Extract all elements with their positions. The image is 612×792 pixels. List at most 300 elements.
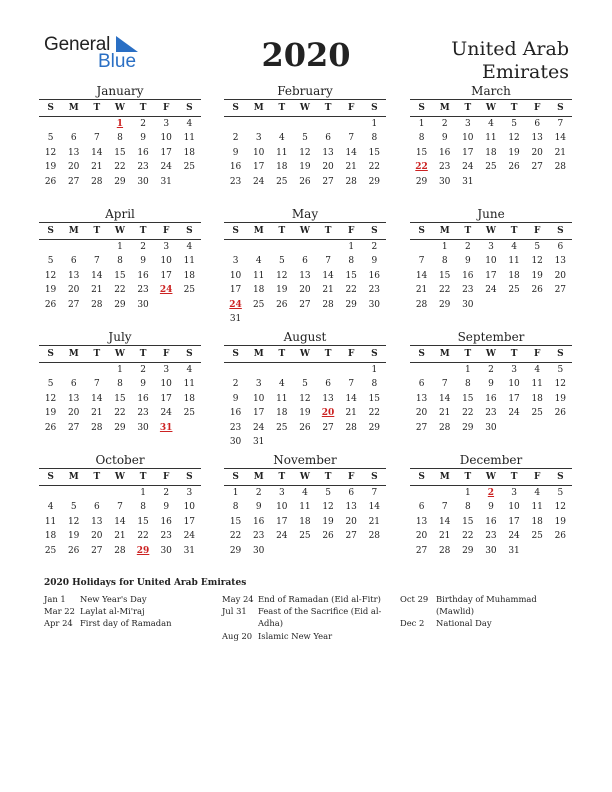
- day-cell: 17: [229, 285, 242, 296]
- holiday-name: First day of Ramadan: [80, 618, 172, 629]
- day-cell: [317, 240, 340, 254]
- holiday-name: Feast of the Sacrifice (Eid al-Adha): [258, 606, 382, 629]
- day-cell: 16: [485, 516, 497, 527]
- week-row: [39, 269, 201, 283]
- weekday-label: F: [347, 472, 355, 482]
- day-cell: 12: [322, 502, 334, 513]
- day-cell: [270, 240, 293, 254]
- day-cell: 13: [322, 147, 334, 158]
- week-row: [224, 544, 386, 558]
- day-cell: 3: [186, 488, 193, 498]
- day-cell: 18: [299, 516, 311, 527]
- day-cell: 14: [91, 270, 103, 281]
- day-cell: 20: [554, 270, 567, 281]
- day-cell: 15: [462, 393, 474, 404]
- week-row: [224, 240, 386, 254]
- day-cell: 11: [531, 379, 543, 390]
- weekday-label: F: [347, 226, 355, 236]
- day-cell: [85, 117, 108, 131]
- day-cell: 28: [438, 422, 451, 433]
- day-cell: 4: [488, 119, 494, 129]
- day-cell: 28: [91, 176, 103, 187]
- weekday-label: T: [93, 226, 101, 236]
- weekday-label: T: [93, 472, 101, 482]
- day-cell: [224, 363, 247, 377]
- day-cell: 15: [368, 147, 381, 158]
- day-cell: 25: [44, 545, 57, 556]
- day-cell: [85, 486, 108, 500]
- day-cell: 8: [441, 256, 448, 267]
- day-cell: 7: [557, 119, 564, 129]
- day-cell: 23: [252, 531, 265, 542]
- week-row: [410, 544, 572, 558]
- day-cell: 5: [325, 488, 331, 498]
- day-cell: 5: [302, 133, 308, 144]
- weekday-label: W: [485, 226, 496, 236]
- day-cell: 2: [441, 119, 448, 129]
- day-cell: 24: [160, 408, 172, 419]
- day-cell: 29: [462, 422, 474, 433]
- day-cell: 9: [232, 393, 239, 404]
- week-row: [39, 298, 201, 312]
- page-title-year: 2020: [261, 36, 351, 74]
- holiday-date: May 24: [222, 594, 254, 604]
- day-cell: 16: [137, 147, 149, 158]
- weekday-label: F: [162, 472, 170, 482]
- weekday-label: T: [93, 103, 101, 113]
- weekday-label: T: [278, 472, 286, 482]
- day-cell: 19: [531, 270, 543, 281]
- day-cell: 13: [415, 393, 428, 404]
- weekday-label: T: [510, 472, 518, 482]
- week-row: [224, 529, 386, 543]
- day-cell: 30: [252, 545, 265, 556]
- day-cell: 23: [229, 176, 242, 187]
- day-cell: 19: [67, 531, 80, 542]
- day-cell: 9: [140, 379, 146, 390]
- day-cell: 20: [91, 531, 103, 542]
- day-cell: 26: [44, 422, 57, 433]
- day-cell: 11: [276, 393, 288, 404]
- week-row: [39, 283, 201, 297]
- day-cell: 29: [114, 299, 126, 310]
- month-march: [410, 84, 572, 189]
- day-cell: 28: [438, 545, 451, 556]
- day-cell: 10: [252, 393, 265, 404]
- day-cell: 7: [93, 256, 100, 267]
- weekday-label: W: [485, 103, 496, 113]
- day-cell: 6: [302, 256, 308, 267]
- day-cell: 7: [348, 133, 355, 144]
- weekday-label: M: [68, 349, 79, 359]
- day-cell: 4: [186, 365, 193, 375]
- day-cell: 25: [531, 408, 543, 419]
- day-cell: 20: [299, 285, 311, 296]
- day-cell: 7: [418, 256, 425, 267]
- weekday-label: F: [533, 349, 541, 359]
- day-cell: 3: [255, 133, 262, 144]
- day-cell: 18: [252, 285, 265, 296]
- day-cell: [39, 240, 62, 254]
- day-cell: 15: [462, 516, 474, 527]
- day-cell: [317, 363, 340, 377]
- week-row: [224, 421, 386, 435]
- day-cell: 24: [462, 162, 474, 173]
- day-cell: 18: [276, 162, 288, 173]
- day-cell: 15: [368, 393, 381, 404]
- day-cell: 22: [137, 531, 149, 542]
- weekday-header-row: [39, 346, 201, 363]
- day-cell: 23: [137, 408, 149, 419]
- day-cell: 22: [368, 408, 381, 419]
- day-cell: 4: [186, 242, 193, 252]
- day-cell: 3: [163, 242, 170, 252]
- day-cell: 21: [91, 408, 103, 419]
- day-cell: [247, 240, 270, 254]
- day-cell: 24: [276, 531, 288, 542]
- day-cell: [340, 363, 363, 377]
- day-cell: 19: [508, 147, 520, 158]
- day-cell: [549, 544, 572, 558]
- day-cell: 9: [441, 133, 448, 144]
- day-cell: 18: [44, 531, 57, 542]
- weekday-label: T: [464, 226, 472, 236]
- weekday-label: M: [68, 226, 79, 236]
- day-cell: 21: [322, 285, 334, 296]
- day-cell: 17: [160, 393, 172, 404]
- day-cell: [62, 117, 85, 131]
- day-cell: 7: [325, 256, 331, 267]
- day-cell: 3: [163, 119, 170, 129]
- day-cell: 14: [91, 147, 103, 158]
- month-november: [224, 453, 386, 558]
- day-cell: [503, 298, 526, 312]
- day-cell: 16: [137, 393, 149, 404]
- day-cell: 11: [183, 256, 196, 267]
- day-cell: 6: [70, 133, 77, 144]
- day-cell: 3: [488, 242, 494, 252]
- month-title: September: [410, 330, 572, 346]
- day-cell: 20: [415, 531, 428, 542]
- day-cell: 10: [508, 379, 520, 390]
- day-cell: [526, 175, 549, 189]
- day-cell: 25: [531, 531, 543, 542]
- week-row: [224, 377, 386, 391]
- day-cell: 27: [91, 545, 103, 556]
- day-cell: [293, 312, 316, 326]
- day-cell: [293, 435, 316, 449]
- day-cell: 16: [252, 516, 265, 527]
- day-cell: 22: [229, 531, 242, 542]
- day-cell: 25: [485, 162, 497, 173]
- day-cell: 26: [554, 531, 567, 542]
- day-cell: 22: [462, 531, 474, 542]
- day-cell: [39, 117, 62, 131]
- day-cell: 27: [322, 422, 334, 433]
- holiday-column: [44, 593, 214, 630]
- day-cell: 13: [67, 393, 80, 404]
- country-line-2: Emirates: [481, 61, 569, 83]
- day-cell: 23: [368, 285, 381, 296]
- weekday-label: S: [418, 226, 425, 236]
- day-cell: 24: [485, 285, 497, 296]
- weekday-label: T: [93, 349, 101, 359]
- weekday-label: T: [139, 226, 147, 236]
- day-cell: 23: [229, 422, 242, 433]
- day-cell: 27: [67, 422, 80, 433]
- day-cell: 26: [299, 422, 311, 433]
- week-row: [224, 406, 386, 420]
- holiday-item: [44, 593, 214, 605]
- day-cell: 5: [557, 488, 564, 498]
- holiday-day-cell: 24: [159, 285, 173, 296]
- month-title: February: [224, 84, 386, 100]
- day-cell: 23: [462, 285, 474, 296]
- day-cell: [39, 486, 62, 500]
- week-row: [39, 500, 201, 514]
- day-cell: 11: [531, 502, 543, 513]
- day-cell: 31: [508, 545, 520, 556]
- day-cell: 3: [278, 488, 285, 498]
- day-cell: 22: [462, 408, 474, 419]
- day-cell: 28: [554, 162, 567, 173]
- day-cell: 15: [345, 270, 357, 281]
- day-cell: [340, 117, 363, 131]
- day-cell: 4: [302, 488, 308, 498]
- day-cell: 26: [508, 162, 520, 173]
- day-cell: [317, 544, 340, 558]
- weekday-label: S: [418, 103, 425, 113]
- day-cell: 7: [93, 379, 100, 390]
- day-cell: 4: [534, 488, 541, 498]
- day-cell: 5: [47, 256, 54, 267]
- weekday-label: T: [139, 349, 147, 359]
- day-cell: 12: [508, 133, 520, 144]
- week-row: [410, 377, 572, 391]
- day-cell: 2: [140, 242, 146, 252]
- day-cell: [247, 363, 270, 377]
- weekday-label: T: [324, 226, 332, 236]
- holiday-name: Laylat al-Mi'raj: [80, 606, 145, 617]
- day-cell: 21: [91, 162, 103, 173]
- day-cell: [549, 298, 572, 312]
- day-cell: 20: [67, 162, 80, 173]
- day-cell: 18: [508, 270, 520, 281]
- holiday-date: Apr 24: [44, 618, 73, 629]
- day-cell: 29: [415, 176, 428, 187]
- day-cell: 15: [114, 393, 126, 404]
- day-cell: 13: [67, 270, 80, 281]
- day-cell: 6: [70, 379, 77, 390]
- week-row: [224, 283, 386, 297]
- day-cell: 24: [183, 531, 196, 542]
- holiday-day-cell: 24: [229, 299, 242, 310]
- weekday-label: T: [139, 103, 147, 113]
- day-cell: [247, 312, 270, 326]
- day-cell: 24: [508, 531, 520, 542]
- day-cell: 13: [299, 270, 311, 281]
- week-row: [39, 406, 201, 420]
- day-cell: 25: [183, 408, 196, 419]
- weekday-label: F: [533, 226, 541, 236]
- day-cell: 31: [252, 436, 265, 447]
- day-cell: [363, 544, 386, 558]
- day-cell: 8: [464, 502, 471, 513]
- day-cell: 9: [488, 502, 494, 513]
- weekday-header-row: [410, 223, 572, 240]
- day-cell: 2: [232, 133, 239, 144]
- weekday-label: S: [186, 349, 193, 359]
- day-cell: [340, 312, 363, 326]
- weekday-label: S: [418, 472, 425, 482]
- week-row: [39, 117, 201, 131]
- day-cell: 4: [186, 119, 193, 129]
- day-cell: 25: [183, 285, 196, 296]
- country-line-1: United Arab: [451, 38, 569, 60]
- weekday-header-row: [410, 346, 572, 363]
- week-row: [39, 421, 201, 435]
- day-cell: 22: [345, 285, 357, 296]
- day-cell: [224, 117, 247, 131]
- day-cell: 10: [229, 270, 242, 281]
- day-cell: 7: [93, 133, 100, 144]
- weekday-label: W: [114, 226, 125, 236]
- day-cell: 1: [418, 119, 425, 129]
- day-cell: 18: [485, 147, 497, 158]
- day-cell: 18: [183, 270, 196, 281]
- month-may: [224, 207, 386, 326]
- holiday-date: Jan 1: [44, 594, 66, 604]
- day-cell: 21: [345, 408, 357, 419]
- day-cell: 22: [114, 408, 126, 419]
- day-cell: 28: [91, 422, 103, 433]
- day-cell: 9: [488, 379, 494, 390]
- day-cell: 22: [368, 162, 381, 173]
- month-title: March: [410, 84, 572, 100]
- week-row: [39, 175, 201, 189]
- weekday-label: S: [418, 349, 425, 359]
- day-cell: [270, 363, 293, 377]
- week-row: [224, 175, 386, 189]
- week-row: [224, 435, 386, 449]
- weekday-label: S: [186, 226, 193, 236]
- day-cell: 3: [255, 379, 262, 390]
- weekday-label: T: [324, 472, 332, 482]
- day-cell: 1: [464, 488, 471, 498]
- day-cell: 5: [534, 242, 541, 252]
- day-cell: 28: [345, 176, 357, 187]
- weekday-label: S: [186, 103, 193, 113]
- month-title: April: [39, 207, 201, 223]
- day-cell: [293, 240, 316, 254]
- logo-text-blue: Blue: [98, 51, 137, 72]
- day-cell: 15: [415, 147, 428, 158]
- week-row: [39, 363, 201, 377]
- day-cell: 21: [415, 285, 428, 296]
- holiday-item: [44, 605, 214, 617]
- day-cell: 27: [345, 531, 357, 542]
- week-row: [39, 529, 201, 543]
- day-cell: 23: [160, 531, 172, 542]
- holiday-name: National Day: [436, 618, 492, 629]
- holiday-column: [400, 593, 570, 630]
- day-cell: 26: [531, 285, 543, 296]
- day-cell: 19: [44, 285, 57, 296]
- day-cell: 28: [91, 299, 103, 310]
- day-cell: 27: [415, 545, 428, 556]
- weekday-label: M: [253, 472, 264, 482]
- weekday-label: M: [68, 103, 79, 113]
- day-cell: [108, 486, 131, 500]
- weekday-label: M: [253, 103, 264, 113]
- day-cell: [433, 486, 456, 500]
- day-cell: 8: [348, 256, 355, 267]
- day-cell: 19: [44, 408, 57, 419]
- day-cell: 10: [508, 502, 520, 513]
- week-row: [39, 392, 201, 406]
- day-cell: [410, 363, 433, 377]
- day-cell: [178, 298, 201, 312]
- holiday-column: [222, 593, 392, 642]
- weekday-label: W: [485, 472, 496, 482]
- day-cell: 16: [438, 147, 451, 158]
- week-row: [410, 392, 572, 406]
- day-cell: 13: [91, 516, 103, 527]
- day-cell: 12: [554, 502, 567, 513]
- day-cell: 6: [348, 488, 355, 498]
- day-cell: 30: [137, 176, 149, 187]
- day-cell: [293, 544, 316, 558]
- day-cell: 11: [276, 147, 288, 158]
- month-title: November: [224, 453, 386, 469]
- weekday-label: T: [278, 103, 286, 113]
- day-cell: 12: [67, 516, 80, 527]
- day-cell: [247, 117, 270, 131]
- day-cell: [62, 363, 85, 377]
- day-cell: 24: [508, 408, 520, 419]
- weekday-header-row: [224, 346, 386, 363]
- month-title: June: [410, 207, 572, 223]
- week-row: [410, 515, 572, 529]
- day-cell: 15: [114, 147, 126, 158]
- day-cell: 3: [511, 488, 517, 498]
- day-cell: 13: [531, 133, 543, 144]
- month-february: [224, 84, 386, 189]
- month-june: [410, 207, 572, 312]
- day-cell: 5: [47, 379, 54, 390]
- day-cell: 5: [557, 365, 564, 375]
- day-cell: 17: [276, 516, 288, 527]
- day-cell: 25: [183, 162, 196, 173]
- day-cell: 28: [415, 299, 428, 310]
- day-cell: [549, 175, 572, 189]
- day-cell: 20: [67, 285, 80, 296]
- day-cell: 19: [276, 285, 288, 296]
- day-cell: 23: [137, 285, 149, 296]
- week-row: [39, 377, 201, 391]
- day-cell: 13: [415, 516, 428, 527]
- weekday-label: T: [139, 472, 147, 482]
- day-cell: 1: [371, 365, 378, 375]
- day-cell: 30: [368, 299, 381, 310]
- day-cell: 10: [160, 256, 172, 267]
- day-cell: 21: [368, 516, 381, 527]
- day-cell: [340, 544, 363, 558]
- holiday-item: [222, 593, 392, 605]
- day-cell: 1: [371, 119, 378, 129]
- day-cell: 4: [47, 502, 54, 513]
- day-cell: 23: [485, 531, 497, 542]
